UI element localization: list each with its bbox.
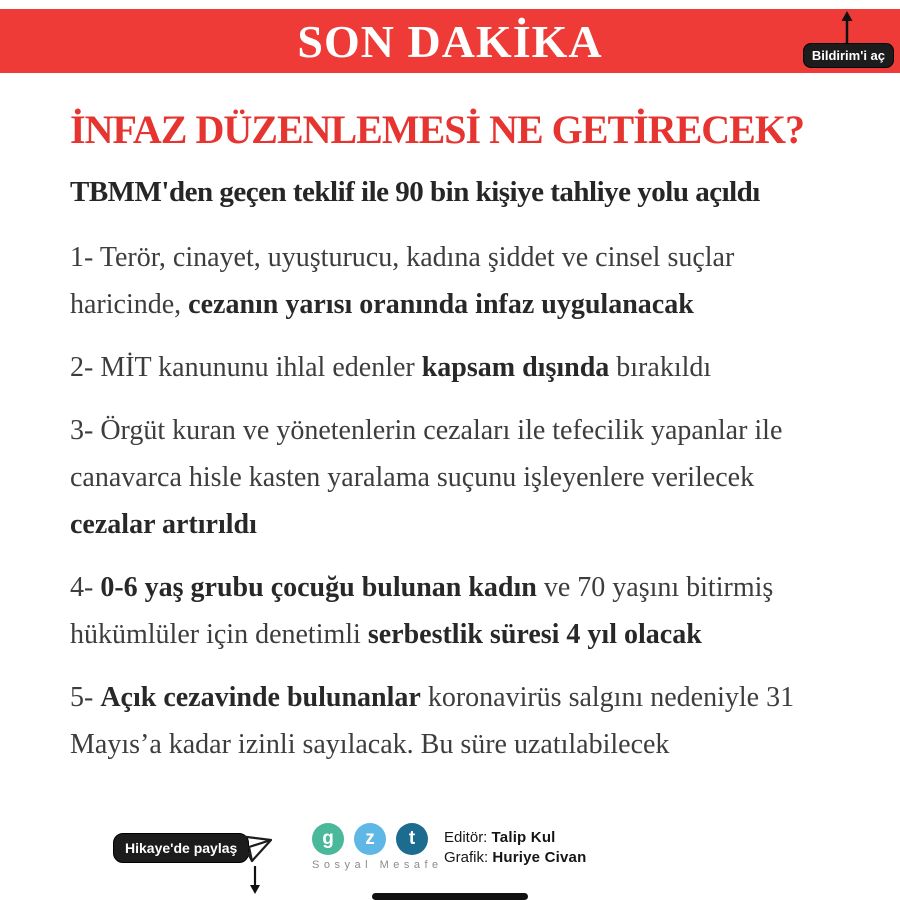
home-indicator <box>372 893 528 900</box>
arrow-down-icon <box>246 866 264 894</box>
article-subtitle: TBMM'den geçen teklif ile 90 bin kişiye tahliye yolu açıldı <box>70 176 760 208</box>
list-item: 2- MİT kanununu ihlal edenler kapsam dışında bırakıldı <box>70 352 712 383</box>
breaking-news-title: SON DAKİKA <box>297 15 603 67</box>
share-to-story-button[interactable]: Hikaye'de paylaş <box>113 833 249 863</box>
enable-notifications-button[interactable]: Bildirim'i aç <box>803 43 894 68</box>
breaking-news-bar <box>0 9 900 73</box>
brand-tagline: Sosyal Mesafe <box>312 859 443 871</box>
list-item: 5- Açık cezavinde bulunanlar koronavirüs salgını nedeniyle 31 Mayıs’a kadar izinli sayılacak. Bu süre uzatılabilecek <box>70 682 795 760</box>
credit-line: Editör: Talip Kul <box>444 829 556 846</box>
list-item: 1- Terör, cinayet, uyuşturucu, kadına şiddet ve cinsel suçlar haricinde, cezanın yarısı oranında infaz uygulanacak <box>70 242 735 320</box>
credits <box>444 828 586 868</box>
article-headline: İNFAZ DÜZENLEMESİ NE GETİRECEK? <box>70 107 804 152</box>
gzt-z-logo: z <box>354 823 386 855</box>
list-item: 4- 0-6 yaş grubu çocuğu bulunan kadın ve 70 yaşını bitirmiş hükümlüler için denetimli serbestlik süresi 4 yıl olacak <box>70 572 774 650</box>
credit-line: Grafik: Huriye Civan <box>444 849 587 866</box>
list-item: 3- Örgüt kuran ve yönetenlerin cezaları ile tefecilik yapanlar ile canavarca hisle kasten yaralama suçunu işleyenlere verilecek cezalar artırıldı <box>70 415 783 540</box>
arrow-up-icon <box>838 11 856 43</box>
article-list <box>70 234 845 784</box>
gzt-g-logo: g <box>312 823 344 855</box>
brand-letters <box>312 823 442 855</box>
gzt-t-logo: t <box>396 823 428 855</box>
gzt-brand-logo <box>312 823 442 871</box>
paper-plane-icon[interactable] <box>237 831 273 865</box>
